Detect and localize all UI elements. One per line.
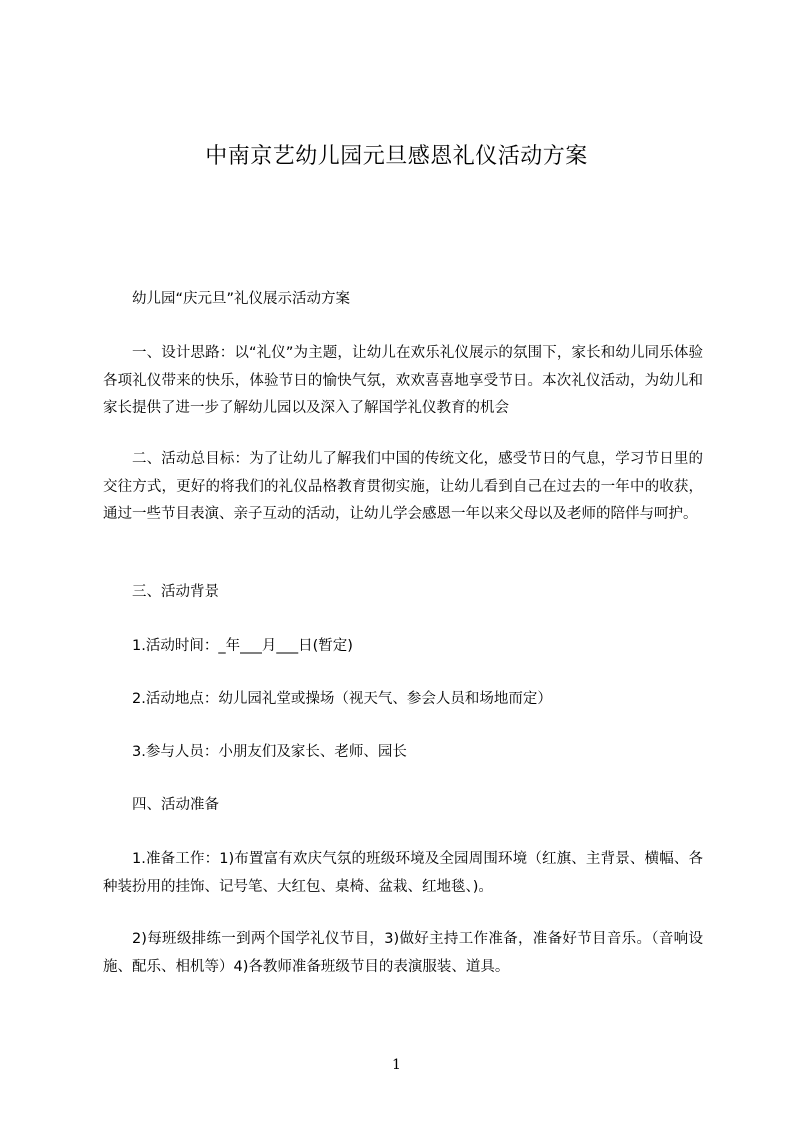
preparation-heading: 四、活动准备 — [132, 797, 219, 813]
design-idea-paragraph: 一、设计思路：以“礼仪”为主题，让幼儿在欢乐礼仪展示的氛围下，家长和幼儿同乐体验各项礼仪带来的快乐，体验节日的愉快气氛，欢欢喜喜地享受节日。本次礼仪活动，为幼儿和家长提供了进一步了解幼儿园以及深入了解国学礼仪教育的机会 — [103, 345, 703, 416]
page-number: 1 — [392, 1057, 401, 1073]
overall-goal-paragraph: 二、活动总目标：为了让幼儿了解我们中国的传统文化，感受节日的气息，学习节日里的交往方式，更好的将我们的礼仪品格教育贯彻实施，让幼儿看到自己在过去的一年中的收获，通过一些节目表演、亲子互动的活动，让幼儿学会感恩一年以来父母以及老师的陪伴与呵护。 — [103, 451, 703, 522]
preparation-more-paragraph: 2)每班级排练一到两个国学礼仪节目，3)做好主持工作准备，准备好节目音乐。（音响设施、配乐、相机等）4)各教师准备班级节目的表演服装、道具。 — [103, 931, 703, 975]
background-heading: 三、活动背景 — [132, 584, 219, 600]
document-title: 中南京艺幼儿园元旦感恩礼仪活动方案 — [205, 144, 588, 169]
preparation-work-paragraph: 1.准备工作：1)布置富有欢庆气氛的班级环境及全园周围环境（红旗、主背景、横幅、各种装扮用的挂饰、记号笔、大红包、桌椅、盆栽、红地毯、)。 — [103, 851, 703, 895]
participants-paragraph: 3.参与人员：小朋友们及家长、老师、园长 — [132, 744, 407, 760]
activity-location-paragraph: 2.活动地点：幼儿园礼堂或操场（视天气、参会人员和场地而定） — [132, 691, 552, 707]
subtitle-paragraph: 幼儿园“庆元旦”礼仪展示活动方案 — [132, 291, 351, 307]
activity-time-paragraph: 1.活动时间：_年___月___日(暂定) — [132, 638, 353, 654]
